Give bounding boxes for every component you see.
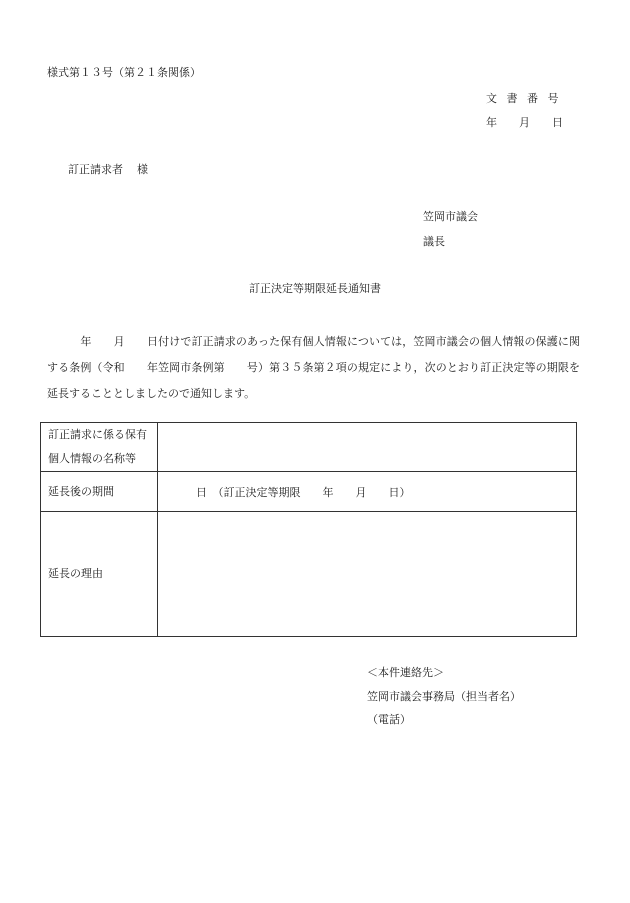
form-number: 様式第１３号（第２１条関係） <box>47 66 201 79</box>
sender-title: 議長 <box>423 235 445 248</box>
contact-phone: （電話） <box>367 713 411 726</box>
body-paragraph: 年 月 日付けで訂正請求のあった保有個人情報については，笠岡市議会の個人情報の保護に関する条例（令和 年笠岡市条例第 号）第３５条第２項の規定により，次のとおり訂正決定等の期限を延長することとしましたので通知します。 <box>47 335 580 400</box>
addressee-honorific: 様 <box>137 163 148 176</box>
sender-organization: 笠岡市議会 <box>423 210 478 223</box>
notification-table <box>40 422 577 637</box>
table-row <box>41 512 577 637</box>
extended-period-label: 延長後の期間 <box>41 472 158 512</box>
document-title: 訂正決定等期限延長通知書 <box>249 282 381 295</box>
document-number: 文 書 番 号 <box>486 92 562 105</box>
document-body <box>47 329 580 407</box>
extension-reason-value <box>158 512 577 637</box>
table-row <box>41 423 577 472</box>
extension-reason-label: 延長の理由 <box>41 512 158 637</box>
contact-office: 笠岡市議会事務局（担当者名） <box>367 690 521 703</box>
contact-heading: ＜本件連絡先＞ <box>367 666 444 679</box>
information-name-label-line2: 個人情報の名称等 <box>48 452 136 465</box>
extended-period-value: 日 （訂正決定等期限 年 月 日） <box>158 472 577 512</box>
information-name-value <box>158 423 577 472</box>
information-name-label-line1: 訂正請求に係る保有 <box>48 428 147 441</box>
addressee-name: 訂正請求者 <box>68 163 123 176</box>
addressee <box>68 163 148 177</box>
table-row <box>41 472 577 512</box>
document-date: 年 月 日 <box>486 116 563 129</box>
information-name-label <box>41 423 158 472</box>
